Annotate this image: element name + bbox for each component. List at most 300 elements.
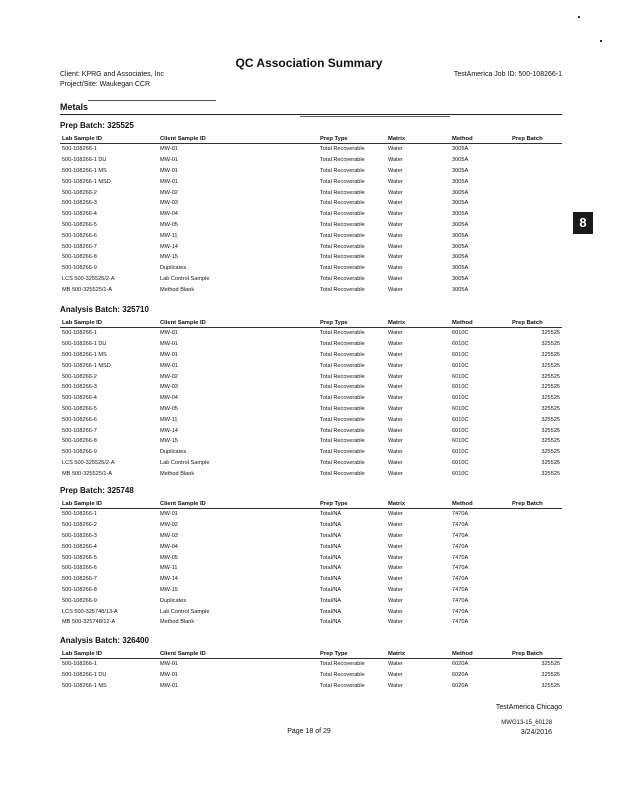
- table-cell: 500-108266-1 MSD: [62, 362, 111, 369]
- table-cell: 500-108266-6: [62, 416, 97, 423]
- table-cell: MW-15: [160, 254, 178, 261]
- table-row: [60, 425, 562, 436]
- table-cell: Total Recoverable: [320, 189, 365, 196]
- table-row: [60, 360, 562, 371]
- table-cell: MW-05: [160, 221, 178, 228]
- table-cell: 3005A: [452, 221, 469, 228]
- table-cell: 500-108266-1 MS: [62, 167, 107, 174]
- table-cell: Water: [388, 608, 403, 615]
- table-cell: 7470A: [452, 586, 469, 593]
- table-cell: [510, 176, 562, 187]
- table-cell: 6010C: [452, 438, 469, 445]
- table-cell: Total Recoverable: [320, 254, 365, 261]
- batch-label: Prep Batch: 325748: [60, 486, 134, 495]
- table-cell: MW-03: [160, 384, 178, 391]
- table-row: [60, 209, 562, 220]
- table-cell: Water: [388, 682, 403, 689]
- table-cell: MW-15: [160, 438, 178, 445]
- table-row: [60, 585, 562, 596]
- table-cell: 500-108266-2: [62, 522, 97, 529]
- table-cell: 6010C: [452, 341, 469, 348]
- table-cell: 3005A: [452, 254, 469, 261]
- table-cell: Water: [388, 405, 403, 412]
- table-cell: Water: [388, 362, 403, 369]
- table-row: [60, 155, 562, 166]
- table-cell: [510, 187, 562, 198]
- column-header: Prep Batch: [512, 650, 543, 657]
- table-cell: MW-01: [160, 661, 178, 668]
- table-cell: Total/NA: [320, 586, 342, 593]
- table-row: [60, 263, 562, 274]
- table-cell: MW-14: [160, 576, 178, 583]
- table-cell: 7470A: [452, 619, 469, 626]
- table-row: [60, 404, 562, 415]
- table-cell: Total Recoverable: [320, 427, 365, 434]
- table-cell: 6010C: [452, 405, 469, 412]
- table-cell: Water: [388, 427, 403, 434]
- table-cell: 3005A: [452, 200, 469, 207]
- table-cell: 6010C: [452, 470, 469, 477]
- table-cell: 6010C: [452, 384, 469, 391]
- table-cell: MW-02: [160, 522, 178, 529]
- column-header: Prep Type: [320, 650, 348, 657]
- table-cell: 500-108266-3: [62, 532, 97, 539]
- table-cell: 500-108266-2: [62, 373, 97, 380]
- table-cell: Total Recoverable: [320, 351, 365, 358]
- table-row: [60, 284, 562, 295]
- table-row: [60, 436, 562, 447]
- table-cell: 500-108266-4: [62, 395, 97, 402]
- column-header: Client Sample ID: [160, 135, 206, 142]
- table-cell: MW-01: [160, 330, 178, 337]
- table-cell: Total Recoverable: [320, 362, 365, 369]
- table-row: [60, 595, 562, 606]
- table-cell: 7470A: [452, 597, 469, 604]
- table-cell: Total Recoverable: [320, 211, 365, 218]
- table-cell: 325525: [541, 405, 560, 412]
- table-cell: 6010C: [452, 459, 469, 466]
- table-cell: Total Recoverable: [320, 200, 365, 207]
- lab-name: TestAmerica Chicago: [495, 704, 562, 711]
- table-cell: 3005A: [452, 167, 469, 174]
- table-row: [60, 382, 562, 393]
- table-cell: [510, 274, 562, 285]
- column-header: Prep Batch: [512, 135, 543, 142]
- table-row: [60, 574, 562, 585]
- table-cell: Total Recoverable: [320, 167, 365, 174]
- table-cell: 500-108266-4: [62, 211, 97, 218]
- table-cell: Water: [388, 265, 403, 272]
- batch-table: [60, 499, 562, 628]
- table-cell: Water: [388, 211, 403, 218]
- table-cell: 500-108266-8: [62, 254, 97, 261]
- table-cell: [510, 520, 562, 531]
- table-cell: Water: [388, 565, 403, 572]
- column-header: Lab Sample ID: [62, 500, 102, 507]
- table-cell: Water: [388, 275, 403, 282]
- table-cell: 500-108266-7: [62, 576, 97, 583]
- table-cell: 325525: [541, 470, 560, 477]
- table-row: [60, 563, 562, 574]
- table-row: [60, 541, 562, 552]
- column-header: Client Sample ID: [160, 650, 206, 657]
- table-cell: 6010C: [452, 427, 469, 434]
- table-cell: 500-108266-1 MSD: [62, 178, 111, 185]
- table-cell: Water: [388, 384, 403, 391]
- table-row: [60, 350, 562, 361]
- table-cell: Total/NA: [320, 576, 342, 583]
- table-cell: Total Recoverable: [320, 672, 365, 679]
- table-cell: Method Blank: [160, 470, 195, 477]
- table-cell: 3005A: [452, 189, 469, 196]
- table-cell: [510, 509, 562, 520]
- table-cell: 3005A: [452, 157, 469, 164]
- table-cell: Water: [388, 232, 403, 239]
- table-row: [60, 230, 562, 241]
- table-cell: [510, 284, 562, 295]
- table-cell: Total Recoverable: [320, 682, 365, 689]
- table-cell: MW-02: [160, 373, 178, 380]
- table-cell: Water: [388, 146, 403, 153]
- table-cell: 500-108266-1: [62, 661, 97, 668]
- table-cell: MW-01: [160, 682, 178, 689]
- table-cell: 3005A: [452, 243, 469, 250]
- table-cell: Total Recoverable: [320, 449, 365, 456]
- batch-label: Analysis Batch: 325710: [60, 305, 149, 314]
- table-cell: 500-108266-5: [62, 554, 97, 561]
- table-cell: Water: [388, 661, 403, 668]
- table-cell: LCS 500-325525/2-A: [62, 275, 115, 282]
- table-cell: 500-108266-5: [62, 405, 97, 412]
- table-cell: Water: [388, 373, 403, 380]
- table-cell: MW-14: [160, 243, 178, 250]
- table-cell: Total Recoverable: [320, 286, 365, 293]
- batch-table: [60, 318, 562, 479]
- table-cell: 500-108266-1: [62, 330, 97, 337]
- table-cell: 500-108266-3: [62, 384, 97, 391]
- batch-label: Analysis Batch: 326400: [60, 636, 149, 645]
- table-header-row: [60, 499, 562, 509]
- table-cell: Total Recoverable: [320, 157, 365, 164]
- table-cell: 6010C: [452, 351, 469, 358]
- table-cell: [510, 166, 562, 177]
- table-cell: Total Recoverable: [320, 146, 365, 153]
- table-cell: 325525: [541, 395, 560, 402]
- table-cell: [510, 552, 562, 563]
- table-cell: Total/NA: [320, 619, 342, 626]
- table-cell: [510, 531, 562, 542]
- table-cell: 325525: [541, 438, 560, 445]
- table-cell: Total Recoverable: [320, 178, 365, 185]
- table-cell: Lab Control Sample: [160, 459, 210, 466]
- table-cell: Method Blank: [160, 286, 195, 293]
- table-row: [60, 274, 562, 285]
- table-cell: [510, 220, 562, 231]
- table-cell: MW-05: [160, 554, 178, 561]
- table-cell: LCS 500-325748/13-A: [62, 608, 118, 615]
- table-cell: 7470A: [452, 554, 469, 561]
- table-cell: Total/NA: [320, 522, 342, 529]
- table-cell: Total/NA: [320, 543, 342, 550]
- column-header: Prep Type: [320, 319, 348, 326]
- table-cell: [510, 563, 562, 574]
- table-cell: 500-108266-3: [62, 200, 97, 207]
- table-row: [60, 509, 562, 520]
- column-header: Method: [452, 319, 473, 326]
- table-cell: [510, 209, 562, 220]
- table-row: [60, 220, 562, 231]
- column-header: Lab Sample ID: [62, 319, 102, 326]
- table-row: [60, 166, 562, 177]
- table-cell: MB 500-325748/12-A: [62, 619, 116, 626]
- table-cell: [510, 617, 562, 628]
- table-cell: Water: [388, 157, 403, 164]
- table-cell: Water: [388, 243, 403, 250]
- table-cell: 3005A: [452, 146, 469, 153]
- table-cell: Water: [388, 532, 403, 539]
- table-cell: MW-01: [160, 672, 178, 679]
- table-cell: MW-01: [160, 146, 178, 153]
- table-cell: Duplicates: [160, 265, 187, 272]
- table-cell: MW-01: [160, 167, 178, 174]
- table-cell: MW-02: [160, 189, 178, 196]
- table-cell: MB 500-325525/1-A: [62, 470, 113, 477]
- table-cell: MW-01: [160, 178, 178, 185]
- table-row: [60, 241, 562, 252]
- table-cell: [510, 574, 562, 585]
- table-cell: Total/NA: [320, 532, 342, 539]
- table-row: [60, 670, 562, 681]
- table-row: [60, 468, 562, 479]
- table-cell: 500-108266-1 MS: [62, 682, 107, 689]
- column-header: Client Sample ID: [160, 500, 206, 507]
- table-cell: Water: [388, 189, 403, 196]
- table-cell: MW-11: [160, 232, 178, 239]
- table-cell: Lab Control Sample: [160, 275, 210, 282]
- table-cell: Total Recoverable: [320, 265, 365, 272]
- column-header: Matrix: [388, 135, 406, 142]
- table-row: [60, 339, 562, 350]
- table-cell: 500-108266-6: [62, 565, 97, 572]
- table-cell: MW-14: [160, 427, 178, 434]
- table-cell: MW-04: [160, 543, 178, 550]
- table-cell: MW-03: [160, 200, 178, 207]
- table-cell: MW-03: [160, 532, 178, 539]
- table-cell: 6010C: [452, 449, 469, 456]
- table-cell: MW-11: [160, 565, 178, 572]
- table-cell: Water: [388, 554, 403, 561]
- table-cell: [510, 263, 562, 274]
- table-cell: Water: [388, 167, 403, 174]
- table-cell: 325525: [541, 330, 560, 337]
- table-cell: Water: [388, 254, 403, 261]
- table-cell: Water: [388, 522, 403, 529]
- table-row: [60, 617, 562, 628]
- project-site: Project/Site: Waukegan CCR: [60, 81, 150, 88]
- table-cell: 6010C: [452, 395, 469, 402]
- column-header: Lab Sample ID: [62, 135, 102, 142]
- table-cell: Water: [388, 597, 403, 604]
- table-cell: Water: [388, 459, 403, 466]
- scan-speck: [578, 16, 580, 18]
- table-cell: 6020A: [452, 672, 469, 679]
- table-cell: [510, 541, 562, 552]
- table-cell: 500-108266-7: [62, 243, 97, 250]
- table-cell: [510, 585, 562, 596]
- table-row: [60, 606, 562, 617]
- table-cell: 500-108266-1 MS: [62, 351, 107, 358]
- table-cell: 325525: [541, 341, 560, 348]
- table-cell: Total Recoverable: [320, 330, 365, 337]
- table-cell: 500-108266-5: [62, 221, 97, 228]
- table-cell: MW-01: [160, 362, 178, 369]
- table-cell: Duplicates: [160, 449, 187, 456]
- section-rule-top: [88, 100, 216, 101]
- table-row: [60, 187, 562, 198]
- table-cell: 7470A: [452, 565, 469, 572]
- table-cell: MW-01: [160, 157, 178, 164]
- table-row: [60, 520, 562, 531]
- table-cell: Total/NA: [320, 565, 342, 572]
- table-cell: Total Recoverable: [320, 275, 365, 282]
- table-cell: 500-108266-8: [62, 586, 97, 593]
- column-header: Method: [452, 500, 473, 507]
- table-cell: MW-04: [160, 395, 178, 402]
- table-cell: Water: [388, 395, 403, 402]
- table-header-row: [60, 318, 562, 328]
- table-cell: Total Recoverable: [320, 438, 365, 445]
- table-cell: MW-15: [160, 586, 178, 593]
- table-cell: Water: [388, 511, 403, 518]
- table-row: [60, 328, 562, 339]
- table-cell: LCS 500-325525/2-A: [62, 459, 115, 466]
- table-cell: 500-108266-8: [62, 438, 97, 445]
- batch-table: [60, 134, 562, 295]
- table-cell: Total Recoverable: [320, 416, 365, 423]
- table-row: [60, 393, 562, 404]
- table-cell: 500-108266-9: [62, 597, 97, 604]
- table-cell: Total/NA: [320, 554, 342, 561]
- batch-label: Prep Batch: 325525: [60, 121, 134, 130]
- table-cell: 500-108266-1: [62, 146, 97, 153]
- table-row: [60, 681, 562, 692]
- table-cell: 325525: [541, 661, 560, 668]
- table-cell: MW-01: [160, 351, 178, 358]
- table-row: [60, 252, 562, 263]
- table-cell: 3005A: [452, 275, 469, 282]
- table-cell: 500-108266-6: [62, 232, 97, 239]
- table-cell: [510, 606, 562, 617]
- table-cell: 325525: [541, 459, 560, 466]
- table-cell: 7470A: [452, 532, 469, 539]
- table-cell: 3005A: [452, 178, 469, 185]
- table-cell: [510, 144, 562, 155]
- table-cell: Water: [388, 586, 403, 593]
- table-cell: 3005A: [452, 232, 469, 239]
- table-cell: MW-01: [160, 511, 178, 518]
- section-heading: Metals: [60, 102, 89, 112]
- table-cell: Water: [388, 351, 403, 358]
- column-header: Prep Batch: [512, 319, 543, 326]
- column-header: Client Sample ID: [160, 319, 206, 326]
- table-row: [60, 659, 562, 670]
- table-cell: Total Recoverable: [320, 395, 365, 402]
- table-cell: Lab Control Sample: [160, 608, 210, 615]
- table-cell: MW-11: [160, 416, 178, 423]
- section-rule: [60, 114, 562, 115]
- table-cell: Total Recoverable: [320, 384, 365, 391]
- table-cell: Water: [388, 416, 403, 423]
- table-cell: 6010C: [452, 362, 469, 369]
- table-cell: 325525: [541, 427, 560, 434]
- table-row: [60, 531, 562, 542]
- table-cell: Water: [388, 543, 403, 550]
- table-cell: 500-108266-1 DU: [62, 672, 107, 679]
- table-cell: MW-05: [160, 405, 178, 412]
- table-cell: Total Recoverable: [320, 470, 365, 477]
- table-cell: Water: [388, 470, 403, 477]
- table-row: [60, 458, 562, 469]
- section-rule-right: [300, 116, 450, 117]
- table-cell: 325525: [541, 384, 560, 391]
- table-cell: Total Recoverable: [320, 221, 365, 228]
- table-cell: 7470A: [452, 576, 469, 583]
- table-cell: 500-108266-4: [62, 543, 97, 550]
- table-row: [60, 371, 562, 382]
- table-cell: [510, 155, 562, 166]
- table-cell: 325525: [541, 351, 560, 358]
- column-header: Prep Type: [320, 135, 348, 142]
- table-cell: Total Recoverable: [320, 341, 365, 348]
- table-cell: 3005A: [452, 211, 469, 218]
- table-cell: Total Recoverable: [320, 661, 365, 668]
- table-cell: Total Recoverable: [320, 459, 365, 466]
- table-cell: 3005A: [452, 286, 469, 293]
- table-cell: Water: [388, 330, 403, 337]
- table-cell: 325525: [541, 449, 560, 456]
- column-header: Matrix: [388, 319, 406, 326]
- table-cell: [510, 595, 562, 606]
- document-code: MWG13-15_60128: [501, 720, 552, 726]
- table-header-row: [60, 649, 562, 659]
- column-header: Matrix: [388, 500, 406, 507]
- table-cell: 7470A: [452, 608, 469, 615]
- table-cell: Total/NA: [320, 608, 342, 615]
- table-row: [60, 447, 562, 458]
- table-cell: 6010C: [452, 330, 469, 337]
- table-cell: 325525: [541, 416, 560, 423]
- table-cell: Water: [388, 438, 403, 445]
- table-cell: [510, 198, 562, 209]
- table-cell: Total Recoverable: [320, 405, 365, 412]
- table-cell: MW-01: [160, 341, 178, 348]
- table-cell: 7470A: [452, 511, 469, 518]
- table-cell: Duplicates: [160, 597, 187, 604]
- table-cell: 7470A: [452, 522, 469, 529]
- scan-speck: [600, 40, 602, 42]
- table-cell: Water: [388, 341, 403, 348]
- table-cell: Method Blank: [160, 619, 195, 626]
- table-cell: Water: [388, 449, 403, 456]
- table-cell: 500-108266-1 DU: [62, 157, 107, 164]
- table-cell: [510, 230, 562, 241]
- table-row: [60, 144, 562, 155]
- table-cell: Water: [388, 200, 403, 207]
- job-id: TestAmerica Job ID: 500-108266-1: [453, 71, 562, 78]
- table-cell: [510, 241, 562, 252]
- table-cell: 500-108266-1: [62, 511, 97, 518]
- table-cell: Total/NA: [320, 597, 342, 604]
